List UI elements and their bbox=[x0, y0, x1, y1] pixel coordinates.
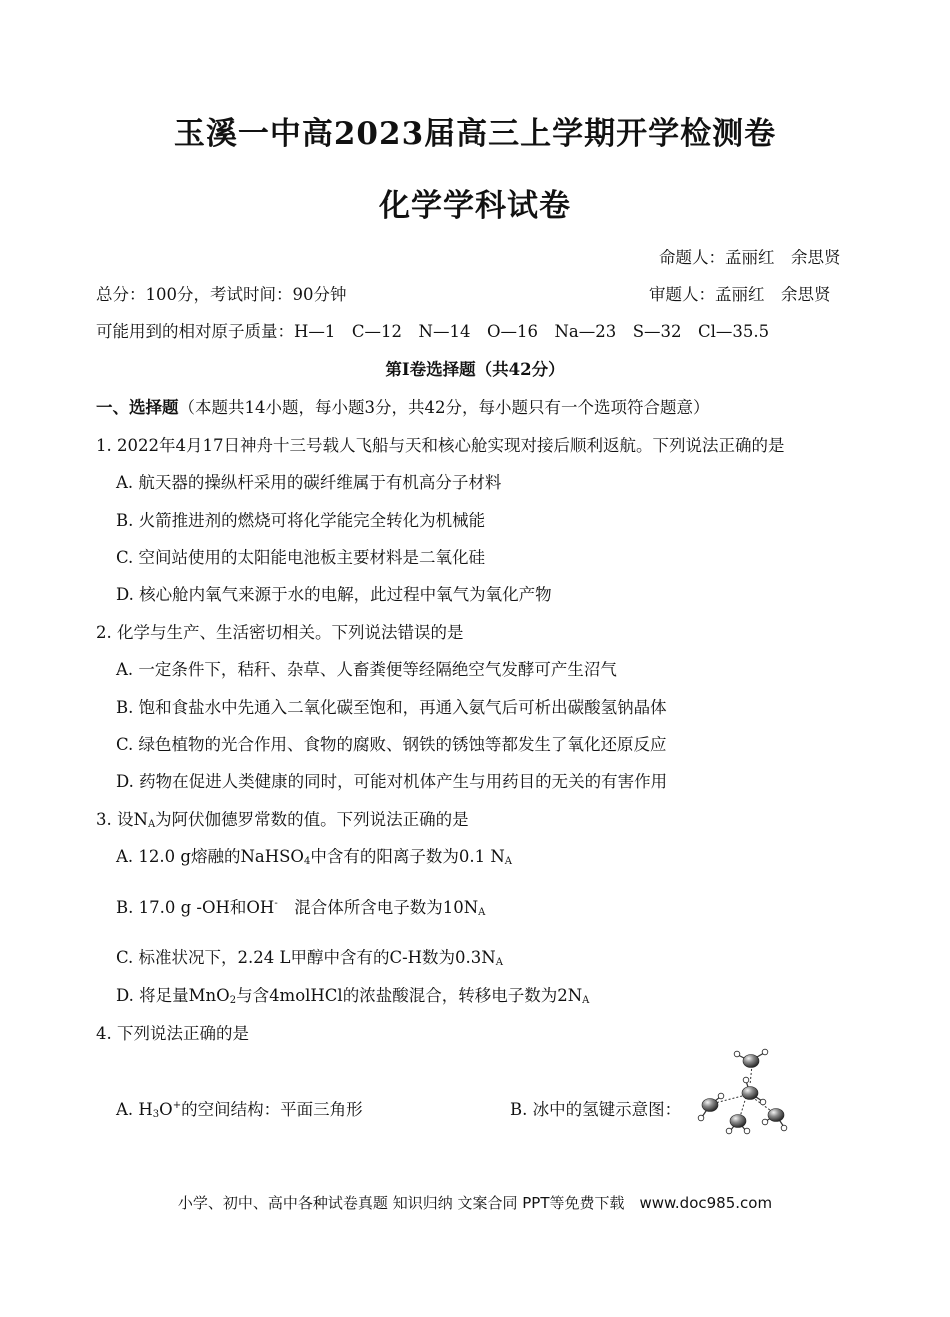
q2-stem: 2. 化学与生产、生活密切相关。下列说法错误的是 bbox=[96, 623, 464, 642]
q3-d-sub2: A bbox=[582, 995, 590, 1006]
q3-c-pre: C. 标准状况下，2.24 L甲醇中含有的C-H数为0.3N bbox=[116, 948, 496, 967]
q3-c-sub: A bbox=[495, 957, 503, 968]
part-note: （本题共14小题，每小题3分，共42分，每小题只有一个选项符合题意） bbox=[178, 398, 710, 417]
q3-b-pre: B. 17.0 g -OH和OH bbox=[116, 898, 275, 917]
q3-stem-pre: 3. 设N bbox=[96, 810, 148, 829]
q4-a-sup: + bbox=[172, 1100, 182, 1111]
q3-option-d bbox=[116, 982, 589, 1006]
q3-a-mid: 中含有的阳离子数为0.1 N bbox=[310, 847, 505, 866]
q3-b-sub: A bbox=[478, 907, 486, 918]
q3-stem-sub: A bbox=[147, 819, 156, 830]
exam-meta: 总分：100分，考试时间：90分钟 bbox=[96, 285, 347, 304]
q2-option-d: D. 药物在促进人类健康的同时，可能对机体产生与用药目的无关的有害作用 bbox=[116, 772, 668, 791]
q1-stem: 1. 2022年4月17日神舟十三号载人飞船与天和核心舱实现对接后顺利返航。下列说法正确的是 bbox=[96, 436, 785, 455]
q2-option-b: B. 饱和食盐水中先通入二氧化碳至饱和，再通入氨气后可析出碳酸氢钠晶体 bbox=[116, 698, 667, 717]
part-heading bbox=[96, 394, 710, 418]
q3-stem-post: 为阿伏伽德罗常数的值。下列说法正确的是 bbox=[155, 810, 469, 829]
q3-a-sub2: A bbox=[504, 856, 512, 867]
q4-stem: 4. 下列说法正确的是 bbox=[96, 1024, 249, 1043]
q3-option-c bbox=[116, 944, 503, 968]
q1-option-b: B. 火箭推进剂的燃烧可将化学能完全转化为机械能 bbox=[116, 511, 486, 530]
q2-option-a: A. 一定条件下，秸秆、杂草、人畜粪便等经隔绝空气发酵可产生沼气 bbox=[116, 660, 617, 679]
q3-d-mid: 与含4molHCl的浓盐酸混合，转移电子数为2N bbox=[236, 986, 583, 1005]
q2-option-c: C. 绿色植物的光合作用、食物的腐败、钢铁的锈蚀等都发生了氧化还原反应 bbox=[116, 735, 667, 754]
ice-hydrogen-bond-diagram-icon bbox=[690, 1045, 790, 1135]
q3-b-mid: 混合体所含电子数为10N bbox=[277, 898, 479, 917]
q3-d-sub1: 2 bbox=[229, 995, 237, 1006]
q3-a-pre: A. 12.0 g熔融的NaHSO bbox=[116, 847, 304, 866]
q3-d-pre: D. 将足量MnO bbox=[116, 986, 230, 1005]
q1-option-d: D. 核心舱内氧气来源于水的电解，此过程中氧气为氧化产物 bbox=[116, 585, 552, 604]
q3-stem bbox=[96, 806, 469, 830]
author-line: 命题人：孟丽红 余思贤 bbox=[659, 248, 841, 267]
part-label: 一、选择题 bbox=[96, 398, 179, 417]
q4-a-mid: O bbox=[159, 1100, 173, 1119]
q4-a-pre: A. H bbox=[116, 1100, 153, 1119]
atomic-masses: 可能用到的相对原子质量：H—1 C—12 N—14 O—16 Na—23 S—32 Cl—35.5 bbox=[96, 322, 770, 341]
page-title: 玉溪一中高2023届高三上学期开学检测卷 bbox=[173, 116, 777, 152]
q4-option-a bbox=[116, 1096, 363, 1120]
q1-option-a: A. 航天器的操纵杆采用的碳纤维属于有机高分子材料 bbox=[116, 473, 502, 492]
page-subtitle: 化学学科试卷 bbox=[379, 188, 571, 224]
q1-option-c: C. 空间站使用的太阳能电池板主要材料是二氧化硅 bbox=[116, 548, 486, 567]
q3-option-a bbox=[116, 843, 512, 867]
section-title: 第I卷选择题（共42分） bbox=[385, 360, 565, 379]
q4-option-b: B. 冰中的氢键示意图： bbox=[510, 1100, 682, 1119]
q3-option-b bbox=[116, 894, 485, 918]
q3-a-sub1: 4 bbox=[303, 856, 311, 867]
q4-a-post: 的空间结构：平面三角形 bbox=[181, 1100, 363, 1119]
q3-b-sup: - bbox=[274, 898, 278, 909]
q4-a-sub: 3 bbox=[152, 1109, 160, 1120]
page-footer: 小学、初中、高中各种试卷真题 知识归纳 文案合同 PPT等免费下载 www.doc985.com bbox=[177, 1194, 773, 1212]
reviewer-line: 审题人：孟丽红 余思贤 bbox=[649, 285, 831, 304]
